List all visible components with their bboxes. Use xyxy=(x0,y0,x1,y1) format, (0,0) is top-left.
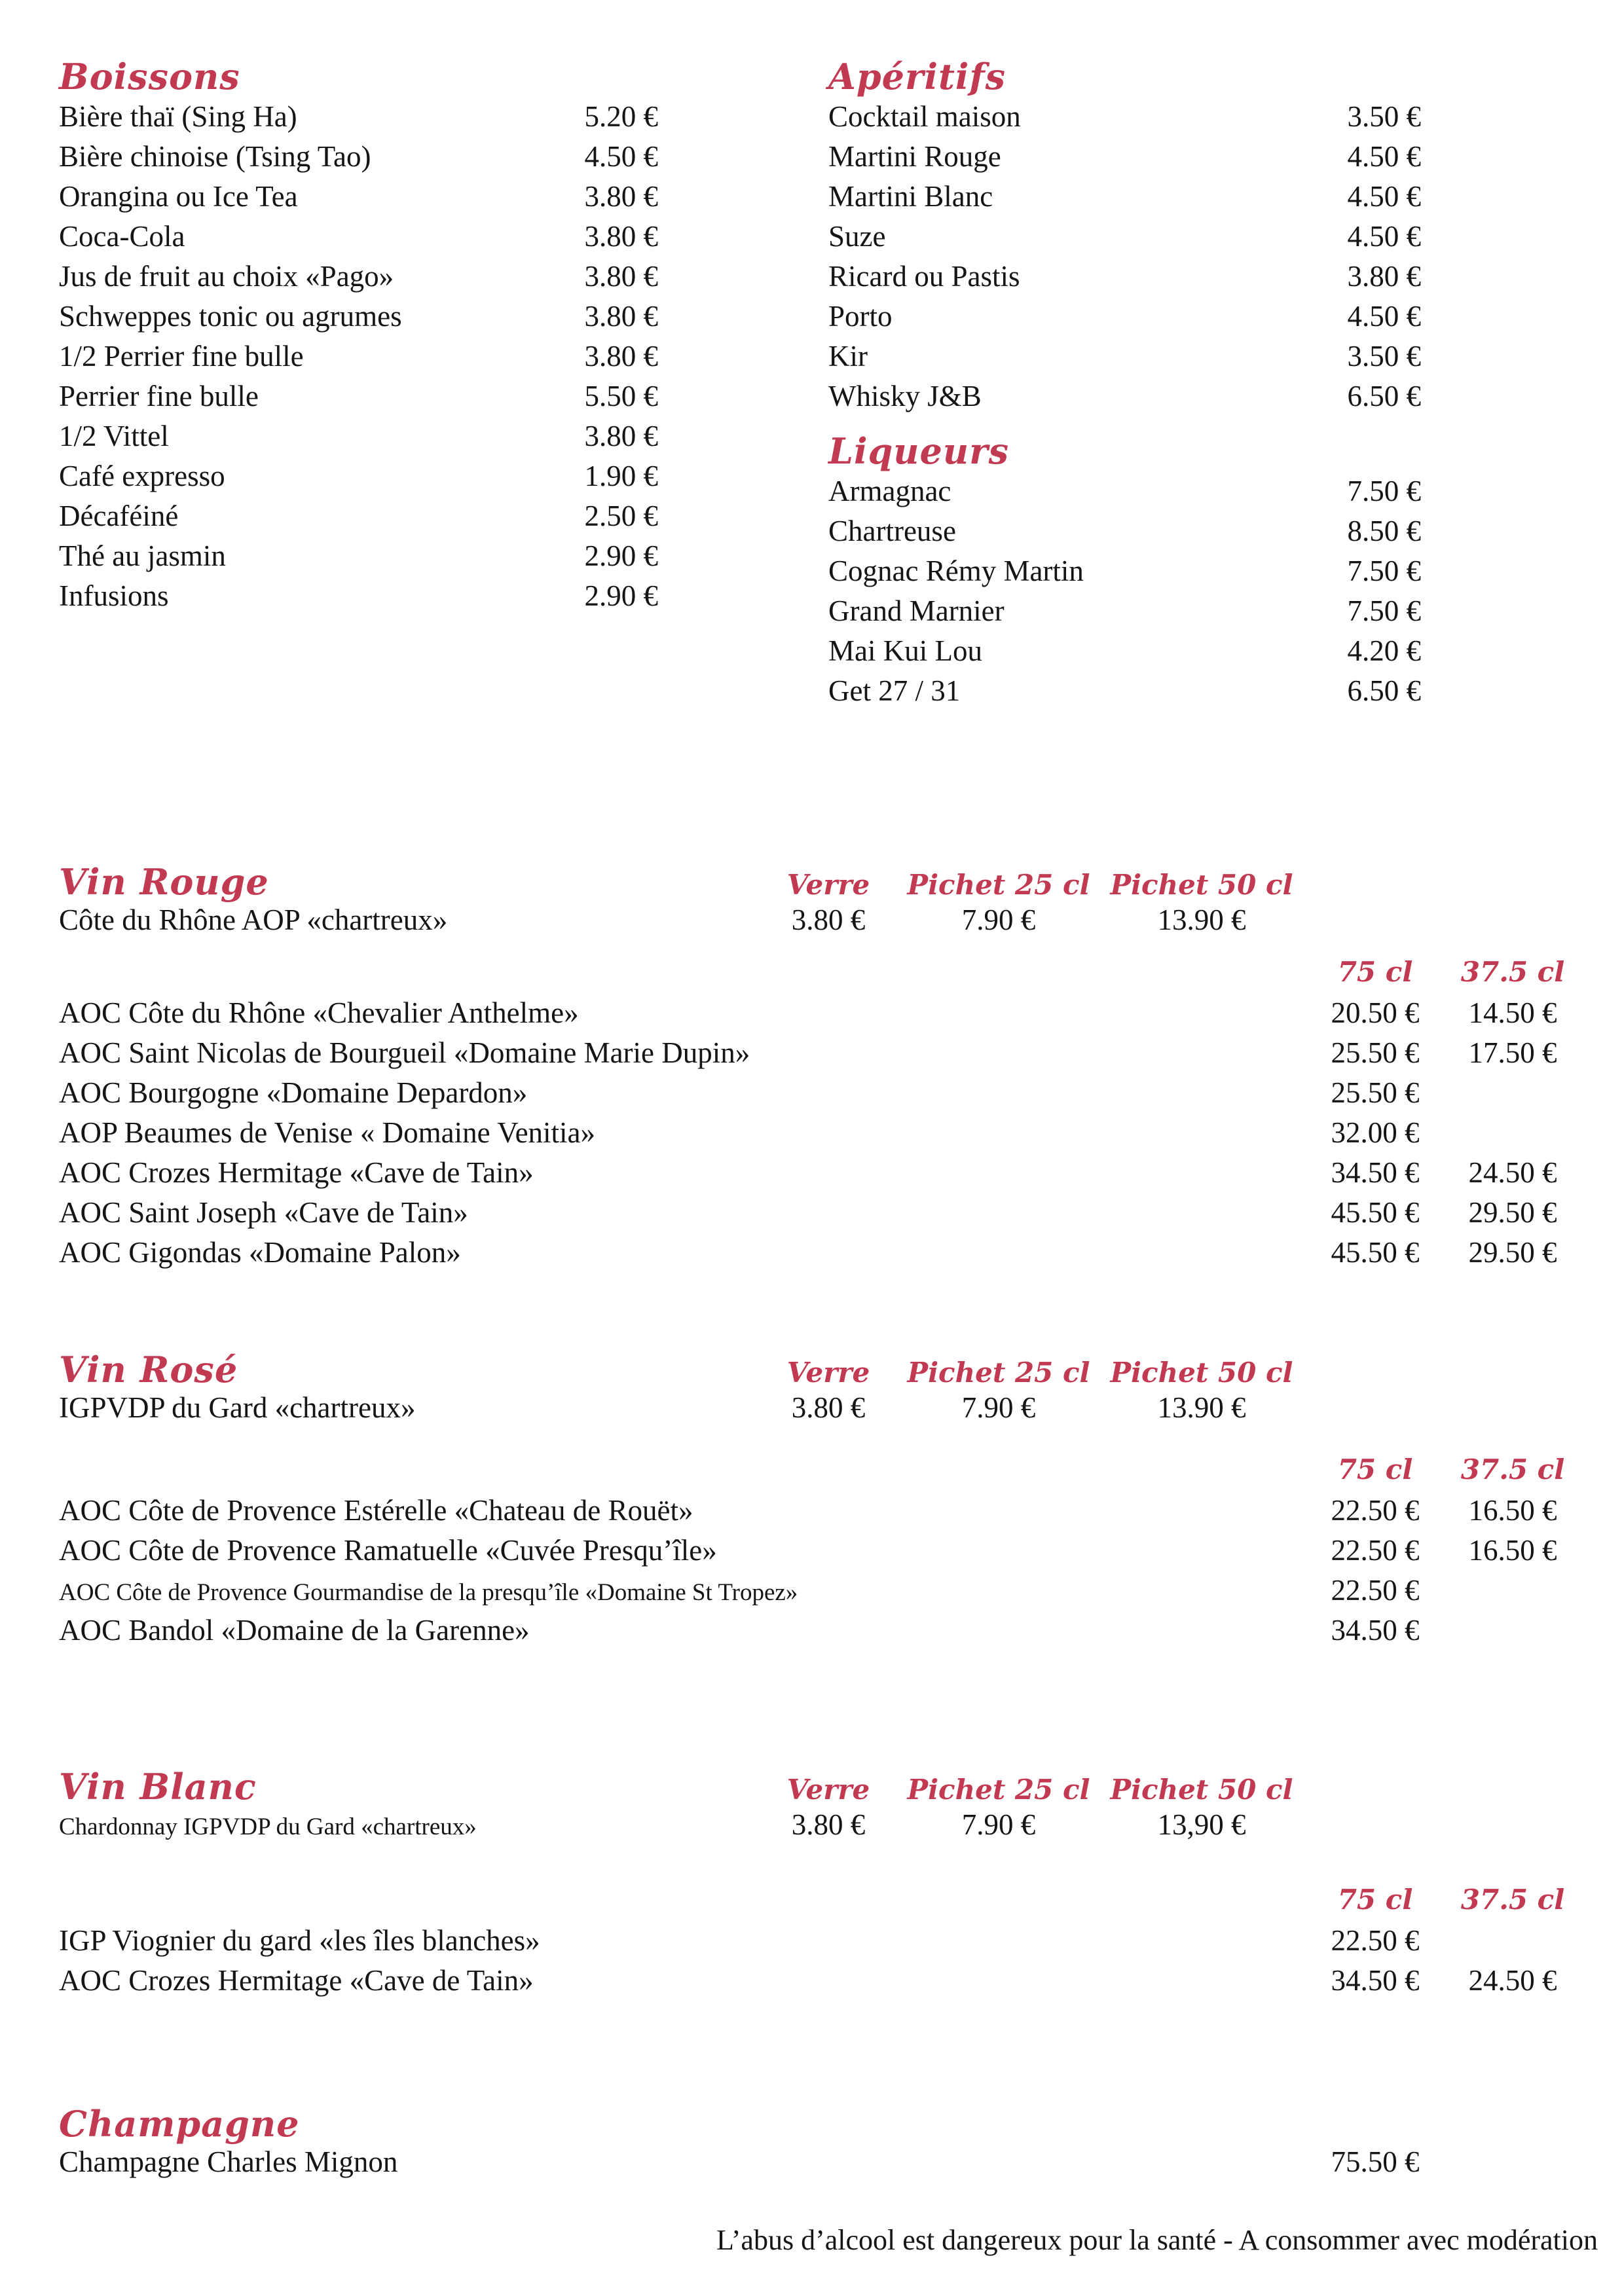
item-label: Ricard ou Pastis xyxy=(828,260,1020,293)
column-header-pichet-50: Pichet 50 cl xyxy=(1110,1774,1293,1806)
item-price: 3.50 € xyxy=(1347,340,1421,373)
wine-name: Champagne Charles Mignon xyxy=(59,2145,398,2178)
price-75cl: 25.50 € xyxy=(1331,1076,1420,1109)
menu-item-row xyxy=(828,100,1421,139)
menu-item-row xyxy=(828,474,1421,514)
item-price: 3.80 € xyxy=(1347,260,1421,293)
wine-bottle-row xyxy=(59,996,1585,1036)
price-37cl: 17.50 € xyxy=(1468,1036,1557,1069)
wine-name: IGP Viognier du gard «les îles blanches» xyxy=(59,1924,540,1957)
item-label: Jus de fruit au choix «Pago» xyxy=(59,260,394,293)
menu-item-row xyxy=(828,339,1421,379)
item-price: 3.80 € xyxy=(584,260,658,293)
section-vin-rouge xyxy=(59,863,1585,1275)
item-price: 3.80 € xyxy=(584,420,658,452)
section-title-aperitifs: Apéritifs xyxy=(828,56,1006,98)
section-champagne xyxy=(59,2105,1585,2185)
item-label: Schweppes tonic ou agrumes xyxy=(59,300,402,333)
menu-item-row xyxy=(828,259,1421,299)
price-75cl: 32.00 € xyxy=(1331,1116,1420,1149)
price-pichet-25: 7.90 € xyxy=(961,903,1036,936)
section-title-boissons: Boissons xyxy=(59,56,240,98)
menu-item-row xyxy=(59,259,658,299)
menu-item-row xyxy=(828,674,1421,714)
price-75cl: 20.50 € xyxy=(1331,996,1420,1029)
menu-item-row xyxy=(828,634,1421,674)
column-header-75cl: 75 cl xyxy=(1337,1884,1413,1916)
item-label: Thé au jasmin xyxy=(59,539,226,572)
column-header-75cl: 75 cl xyxy=(1337,1453,1413,1485)
section-title-vin-rose: Vin Rosé xyxy=(59,1349,238,1391)
column-header-pichet-50: Pichet 50 cl xyxy=(1110,869,1293,901)
wine-name: Côte du Rhône AOP «chartreux» xyxy=(59,903,448,936)
section-title-liqueurs: Liqueurs xyxy=(828,430,1009,472)
wine-name: Chardonnay IGPVDP du Gard «chartreux» xyxy=(59,1813,477,1840)
menu-item-row xyxy=(59,419,658,459)
section-boissons xyxy=(59,58,658,619)
wine-header-row xyxy=(59,863,1585,903)
wine-name: AOC Bandol «Domaine de la Garenne» xyxy=(59,1614,530,1647)
wine-bottle-row xyxy=(59,1235,1585,1275)
column-header-75cl: 75 cl xyxy=(1337,956,1413,988)
wine-name: AOC Crozes Hermitage «Cave de Tain» xyxy=(59,1964,534,1997)
item-label: Cognac Rémy Martin xyxy=(828,555,1084,587)
section-title-champagne: Champagne xyxy=(59,2103,300,2145)
item-label: Perrier fine bulle xyxy=(59,380,259,412)
price-37cl: 16.50 € xyxy=(1468,1534,1557,1567)
wine-bottle-row xyxy=(59,1963,1585,2003)
menu-item-row xyxy=(828,379,1421,419)
price-pichet-50: 13.90 € xyxy=(1157,903,1246,936)
menu-item-row xyxy=(59,579,658,619)
item-price: 7.50 € xyxy=(1347,555,1421,587)
item-label: Martini Blanc xyxy=(828,180,993,213)
item-price: 4.50 € xyxy=(584,140,658,173)
wine-glass-row xyxy=(59,903,1585,943)
column-header-verre: Verre xyxy=(786,1774,870,1806)
wine-bottle-row xyxy=(59,1195,1585,1235)
item-label: Get 27 / 31 xyxy=(828,674,961,707)
menu-item-row xyxy=(828,219,1421,259)
item-label: Suze xyxy=(828,220,886,253)
price-37cl: 24.50 € xyxy=(1468,1156,1557,1189)
wine-bottle-row xyxy=(59,1613,1585,1653)
item-price: 3.50 € xyxy=(1347,100,1421,133)
wine-name: AOC Saint Joseph «Cave de Tain» xyxy=(59,1196,468,1229)
item-label: 1/2 Vittel xyxy=(59,420,169,452)
item-price: 2.90 € xyxy=(584,539,658,572)
wine-name: AOC Bourgogne «Domaine Depardon» xyxy=(59,1076,528,1109)
item-label: 1/2 Perrier fine bulle xyxy=(59,340,304,373)
item-price: 3.80 € xyxy=(584,300,658,333)
price-75cl: 45.50 € xyxy=(1331,1236,1420,1269)
bottle-header-row xyxy=(59,956,1585,996)
item-price: 2.90 € xyxy=(584,579,658,612)
wine-name: AOC Côte de Provence Ramatuelle «Cuvée Presqu’île» xyxy=(59,1534,717,1567)
column-header-pichet-25: Pichet 25 cl xyxy=(907,1357,1090,1389)
price-verre: 3.80 € xyxy=(791,1808,866,1841)
price-verre: 3.80 € xyxy=(791,903,866,936)
wine-name: AOC Côte de Provence Gourmandise de la presqu’île «Domaine St Tropez» xyxy=(59,1579,798,1606)
item-label: Grand Marnier xyxy=(828,594,1005,627)
menu-item-row xyxy=(828,594,1421,634)
item-label: Orangina ou Ice Tea xyxy=(59,180,298,213)
menu-item-row xyxy=(59,219,658,259)
section-vin-blanc xyxy=(59,1768,1585,2003)
price-pichet-25: 7.90 € xyxy=(961,1808,1036,1841)
item-label: Bière thaï (Sing Ha) xyxy=(59,100,297,133)
price-75cl: 34.50 € xyxy=(1331,1156,1420,1189)
price-75cl: 75.50 € xyxy=(1331,2145,1420,2178)
price-75cl: 22.50 € xyxy=(1331,1924,1420,1957)
section-title-vin-rouge: Vin Rouge xyxy=(59,861,269,903)
menu-item-row xyxy=(59,139,658,179)
section-aperitifs xyxy=(828,58,1421,419)
menu-item-row xyxy=(828,139,1421,179)
item-label: Coca-Cola xyxy=(59,220,185,253)
section-title-vin-blanc: Vin Blanc xyxy=(59,1766,257,1808)
column-header-37cl: 37.5 cl xyxy=(1460,956,1565,988)
section-liqueurs xyxy=(828,432,1421,714)
column-header-37cl: 37.5 cl xyxy=(1460,1884,1565,1916)
wine-header-row xyxy=(59,1768,1585,1808)
wine-header-row xyxy=(59,2105,1585,2145)
price-75cl: 45.50 € xyxy=(1331,1196,1420,1229)
wine-glass-row xyxy=(59,1808,1585,1848)
menu-item-row xyxy=(59,339,658,379)
item-price: 4.50 € xyxy=(1347,180,1421,213)
item-label: Bière chinoise (Tsing Tao) xyxy=(59,140,371,173)
wine-glass-row xyxy=(59,1391,1585,1430)
item-price: 6.50 € xyxy=(1347,674,1421,707)
wine-bottle-row xyxy=(59,1036,1585,1076)
price-75cl: 22.50 € xyxy=(1331,1534,1420,1567)
item-price: 7.50 € xyxy=(1347,594,1421,627)
price-75cl: 25.50 € xyxy=(1331,1036,1420,1069)
menu-item-row xyxy=(59,299,658,339)
item-label: Kir xyxy=(828,340,868,373)
item-price: 5.50 € xyxy=(584,380,658,412)
wine-bottle-row xyxy=(59,1573,1585,1613)
item-price: 4.50 € xyxy=(1347,220,1421,253)
section-vin-rose xyxy=(59,1351,1585,1653)
column-header-pichet-50: Pichet 50 cl xyxy=(1110,1357,1293,1389)
menu-item-row xyxy=(59,459,658,499)
wine-bottle-row xyxy=(59,1156,1585,1195)
wine-name: AOC Côte de Provence Estérelle «Chateau de Rouët» xyxy=(59,1494,693,1527)
price-37cl: 14.50 € xyxy=(1468,996,1557,1029)
item-price: 1.90 € xyxy=(584,460,658,492)
item-price: 7.50 € xyxy=(1347,475,1421,507)
item-price: 3.80 € xyxy=(584,180,658,213)
price-75cl: 22.50 € xyxy=(1331,1494,1420,1527)
item-price: 4.50 € xyxy=(1347,140,1421,173)
item-label: Whisky J&B xyxy=(828,380,982,412)
wine-header-row xyxy=(59,1351,1585,1391)
price-pichet-25: 7.90 € xyxy=(961,1391,1036,1424)
price-pichet-50: 13,90 € xyxy=(1157,1808,1246,1841)
price-verre: 3.80 € xyxy=(791,1391,866,1424)
price-75cl: 22.50 € xyxy=(1331,1574,1420,1607)
wine-bottle-row xyxy=(59,1533,1585,1573)
item-price: 4.20 € xyxy=(1347,634,1421,667)
item-price: 2.50 € xyxy=(584,500,658,532)
item-price: 6.50 € xyxy=(1347,380,1421,412)
item-price: 5.20 € xyxy=(584,100,658,133)
column-header-pichet-25: Pichet 25 cl xyxy=(907,869,1090,901)
item-label: Cocktail maison xyxy=(828,100,1021,133)
item-price: 8.50 € xyxy=(1347,515,1421,547)
item-price: 3.80 € xyxy=(584,340,658,373)
column-header-verre: Verre xyxy=(786,1357,870,1389)
price-37cl: 24.50 € xyxy=(1468,1964,1557,1997)
menu-item-row xyxy=(59,100,658,139)
item-label: Chartreuse xyxy=(828,515,956,547)
menu-item-row xyxy=(59,499,658,539)
item-label: Mai Kui Lou xyxy=(828,634,982,667)
wine-name: IGPVDP du Gard «chartreux» xyxy=(59,1391,416,1424)
wine-bottle-row xyxy=(59,1923,1585,1963)
wine-name: AOC Côte du Rhône «Chevalier Anthelme» xyxy=(59,996,579,1029)
wine-name: AOC Gigondas «Domaine Palon» xyxy=(59,1236,461,1269)
menu-item-row xyxy=(828,179,1421,219)
item-price: 3.80 € xyxy=(584,220,658,253)
price-37cl: 16.50 € xyxy=(1468,1494,1557,1527)
price-pichet-50: 13.90 € xyxy=(1157,1391,1246,1424)
bottle-header-row xyxy=(59,1453,1585,1493)
wine-bottle-row xyxy=(59,1076,1585,1116)
wine-name: AOC Saint Nicolas de Bourgueil «Domaine Marie Dupin» xyxy=(59,1036,750,1069)
wine-name: AOP Beaumes de Venise « Domaine Venitia» xyxy=(59,1116,596,1149)
wine-bottle-row xyxy=(59,1493,1585,1533)
item-price: 4.50 € xyxy=(1347,300,1421,333)
wine-bottle-row xyxy=(59,2145,1585,2185)
item-label: Armagnac xyxy=(828,475,951,507)
item-label: Martini Rouge xyxy=(828,140,1001,173)
column-header-verre: Verre xyxy=(786,869,870,901)
menu-item-row xyxy=(828,299,1421,339)
wine-name: AOC Crozes Hermitage «Cave de Tain» xyxy=(59,1156,534,1189)
menu-item-row xyxy=(59,539,658,579)
alcohol-warning: L’abus d’alcool est dangereux pour la santé - A consommer avec modération xyxy=(716,2224,1598,2256)
price-75cl: 34.50 € xyxy=(1331,1964,1420,1997)
column-header-pichet-25: Pichet 25 cl xyxy=(907,1774,1090,1806)
price-75cl: 34.50 € xyxy=(1331,1614,1420,1647)
price-37cl: 29.50 € xyxy=(1468,1196,1557,1229)
menu-item-row xyxy=(59,379,658,419)
item-label: Décaféiné xyxy=(59,500,179,532)
item-label: Infusions xyxy=(59,579,169,612)
menu-item-row xyxy=(828,514,1421,554)
column-header-37cl: 37.5 cl xyxy=(1460,1453,1565,1485)
bottle-header-row xyxy=(59,1884,1585,1923)
menu-item-row xyxy=(828,554,1421,594)
wine-bottle-row xyxy=(59,1116,1585,1156)
menu-item-row xyxy=(59,179,658,219)
price-37cl: 29.50 € xyxy=(1468,1236,1557,1269)
item-label: Café expresso xyxy=(59,460,225,492)
item-label: Porto xyxy=(828,300,893,333)
